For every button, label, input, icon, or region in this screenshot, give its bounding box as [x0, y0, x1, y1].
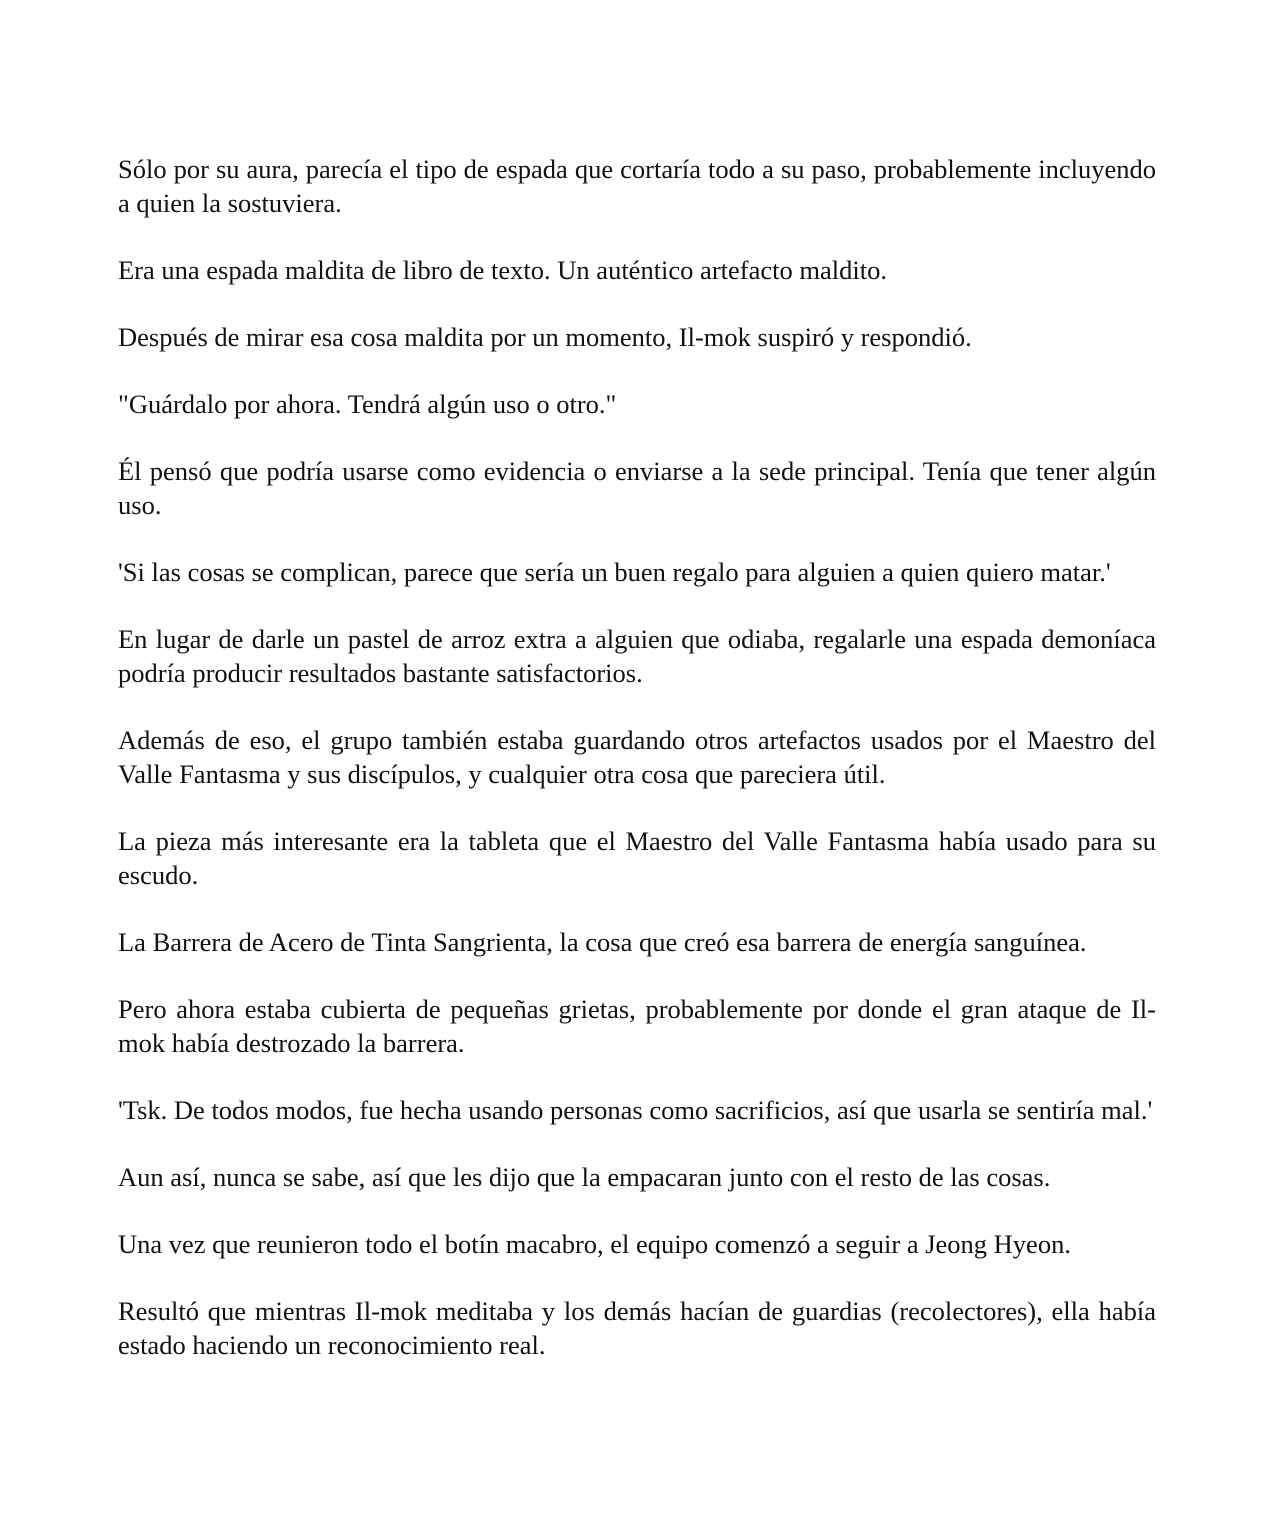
paragraph: Resultó que mientras Il-mok meditaba y los demás hacían de guardias (recolectores), ella había estado haciendo un reconocimiento real. — [118, 1296, 1156, 1360]
paragraph: Pero ahora estaba cubierta de pequeñas grietas, probablemente por donde el gran ataque de Il-mok había destrozado la barrera. — [118, 994, 1156, 1058]
paragraph: Aun así, nunca se sabe, así que les dijo que la empacaran junto con el resto de las cosas. — [118, 1162, 1051, 1192]
paragraph: Una vez que reunieron todo el botín macabro, el equipo comenzó a seguir a Jeong Hyeon. — [118, 1229, 1071, 1259]
paragraph: En lugar de darle un pastel de arroz extra a alguien que odiaba, regalarle una espada demoníaca podría producir resultados bastante satisfactorios. — [118, 624, 1156, 688]
paragraph: La Barrera de Acero de Tinta Sangrienta, la cosa que creó esa barrera de energía sanguínea. — [118, 927, 1087, 957]
paragraph: La pieza más interesante era la tableta que el Maestro del Valle Fantasma había usado para su escudo. — [118, 826, 1156, 890]
paragraph: Era una espada maldita de libro de texto. Un auténtico artefacto maldito. — [118, 255, 887, 285]
paragraph: Además de eso, el grupo también estaba guardando otros artefactos usados por el Maestro del Valle Fantasma y sus discípulos, y cualquier otra cosa que pareciera útil. — [118, 725, 1156, 789]
paragraph: 'Tsk. De todos modos, fue hecha usando personas como sacrificios, así que usarla se sentiría mal.' — [118, 1095, 1153, 1125]
paragraph: Sólo por su aura, parecía el tipo de espada que cortaría todo a su paso, probablemente incluyendo a quien la sostuviera. — [118, 154, 1156, 218]
paragraph: Él pensó que podría usarse como evidencia o enviarse a la sede principal. Tenía que tener algún uso. — [118, 456, 1156, 520]
paragraph: "Guárdalo por ahora. Tendrá algún uso o otro." — [118, 389, 617, 419]
document-page — [118, 152, 1156, 1362]
paragraph: Después de mirar esa cosa maldita por un momento, Il-mok suspiró y respondió. — [118, 322, 972, 352]
paragraph: 'Si las cosas se complican, parece que sería un buen regalo para alguien a quien quiero matar.' — [118, 557, 1111, 587]
